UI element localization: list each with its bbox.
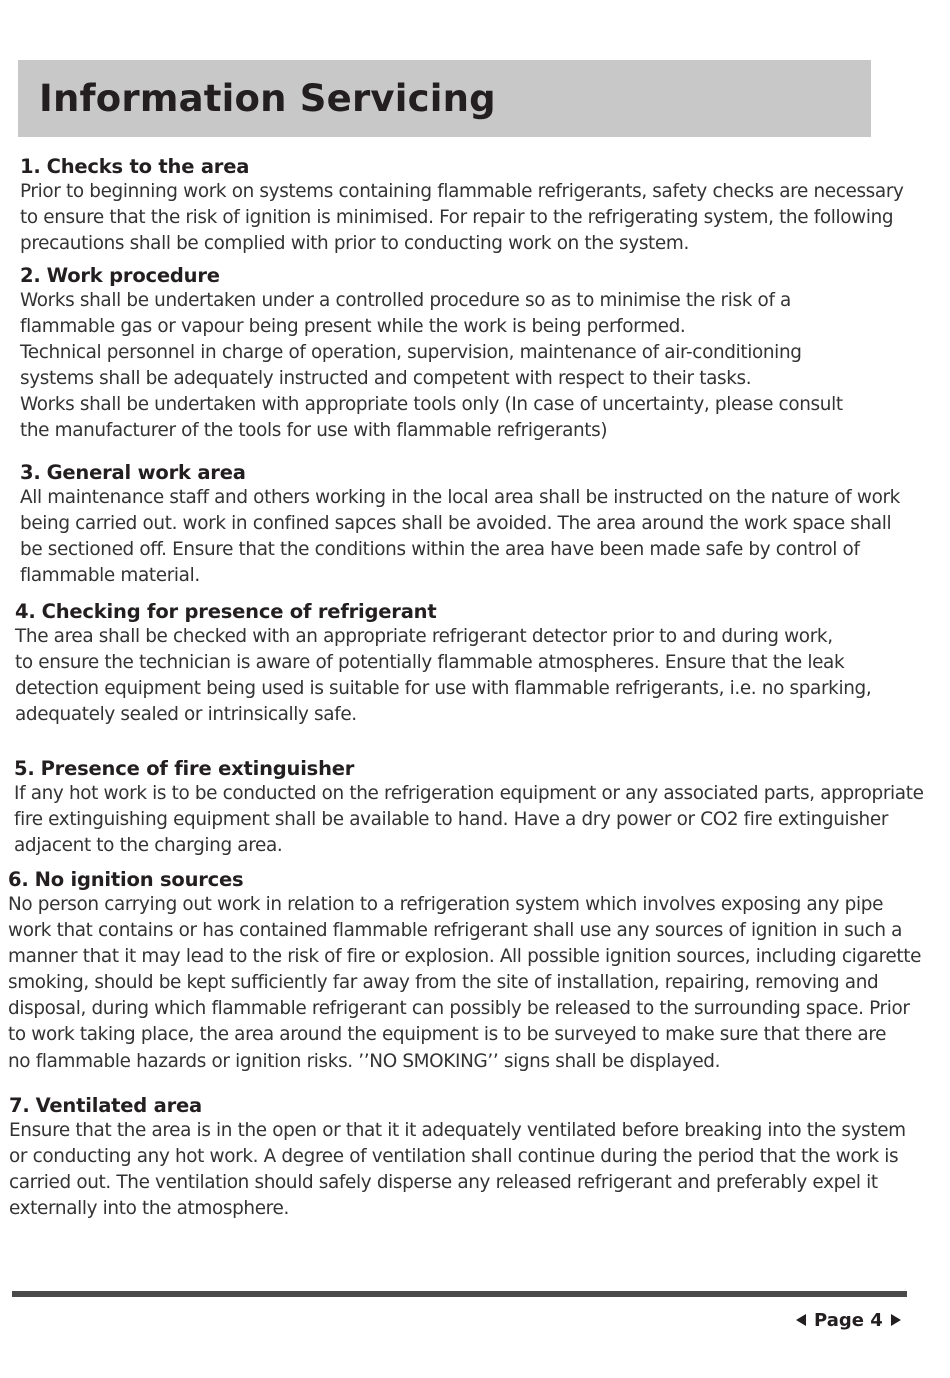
text-line: Ensure that the area is in the open or that it it adequately ventilated before breaking into the system	[9, 1120, 906, 1141]
section-body	[14, 781, 924, 859]
text-line: systems shall be adequately instructed and competent with respect to their tasks.	[20, 368, 752, 390]
section-number: 7.	[9, 1094, 30, 1117]
section-heading	[8, 868, 921, 892]
page-number: Page 4	[814, 1309, 883, 1331]
section-title: Ventilated area	[35, 1094, 203, 1117]
text-line: the manufacturer of the tools for use with flammable refrigerants)	[20, 420, 608, 442]
text-line: be sectioned off. Ensure that the conditions within the area have been made safe by control of	[20, 539, 860, 561]
triangle-right-icon	[891, 1314, 901, 1326]
text-line: detection equipment being used is suitable for use with flammable refrigerants, i.e. no sparking,	[15, 678, 872, 700]
section-body	[20, 179, 904, 257]
text-line: Works shall be undertaken with appropriate tools only (In case of uncertainty, please consult	[20, 394, 843, 416]
section-body	[9, 1118, 906, 1222]
text-line: flammable gas or vapour being present while the work is being performed.	[20, 316, 686, 338]
section-heading	[14, 757, 924, 781]
section-number: 3.	[20, 461, 41, 484]
text-line: carried out. The ventilation should safely disperse any released refrigerant and preferably expel it	[9, 1172, 878, 1194]
section-title: Checks to the area	[46, 155, 250, 178]
text-line: smoking, should be kept sufficiently far away from the site of installation, repairing, removing and	[8, 972, 879, 994]
section-general-work-area	[20, 461, 900, 589]
text-line: fire extinguishing equipment shall be available to hand. Have a dry power or CO2 fire extinguisher	[14, 809, 889, 831]
text-line: manner that it may lead to the risk of fire or explosion. All possible ignition sources, including cigarette	[8, 946, 922, 968]
text-line: Works shall be undertaken under a controlled procedure so as to minimise the risk of a	[20, 290, 791, 311]
section-number: 5.	[14, 757, 35, 780]
section-title: Presence of fire extinguisher	[40, 757, 355, 780]
section-body	[20, 485, 900, 589]
section-fire-extinguisher	[14, 757, 924, 859]
triangle-left-icon	[796, 1314, 806, 1326]
section-heading	[15, 600, 871, 624]
text-line: If any hot work is to be conducted on the refrigeration equipment or any associated parts, appropriate	[14, 783, 924, 804]
page-title: Information Servicing	[39, 77, 496, 120]
text-line: flammable material.	[20, 565, 200, 587]
section-no-ignition-sources	[8, 868, 921, 1075]
section-checks-to-the-area	[20, 155, 904, 257]
text-line: Prior to beginning work on systems containing flammable refrigerants, safety checks are necessary	[20, 181, 904, 202]
section-number: 1.	[20, 155, 41, 178]
section-title: Checking for presence of refrigerant	[41, 600, 437, 623]
text-line: precautions shall be complied with prior to conducting work on the system.	[20, 233, 689, 255]
section-body	[20, 288, 843, 445]
section-title: General work area	[46, 461, 246, 484]
section-body	[8, 892, 921, 1075]
section-number: 6.	[8, 868, 29, 891]
text-line: or conducting any hot work. A degree of ventilation shall continue during the period that the work is	[9, 1146, 899, 1168]
section-heading	[20, 461, 900, 485]
text-line: no flammable hazards or ignition risks. ’’NO SMOKING’’ signs shall be displayed.	[8, 1050, 721, 1072]
section-heading	[9, 1094, 906, 1118]
text-line: adjacent to the charging area.	[14, 835, 283, 857]
text-line: No person carrying out work in relation to a refrigeration system which involves exposing any pipe	[8, 894, 884, 915]
section-work-procedure	[20, 264, 843, 445]
text-line: to work taking place, the area around the equipment is to be surveyed to make sure that there are	[8, 1024, 887, 1046]
section-heading	[20, 155, 904, 179]
text-line: Technical personnel in charge of operation, supervision, maintenance of air-conditioning	[20, 342, 802, 364]
text-line: The area shall be checked with an appropriate refrigerant detector prior to and during work,	[15, 626, 833, 647]
text-line: externally into the atmosphere.	[9, 1198, 289, 1220]
text-line: work that contains or has contained flammable refrigerant shall use any sources of ignition in such a	[8, 920, 903, 942]
footer-divider	[12, 1291, 907, 1297]
text-line: to ensure the technician is aware of potentially flammable atmospheres. Ensure that the leak	[15, 652, 845, 674]
text-line: disposal, during which flammable refrigerant can possibly be released to the surrounding space. Prior	[8, 998, 910, 1020]
section-title: Work procedure	[46, 264, 220, 287]
text-line: being carried out. work in confined sapces shall be avoided. The area around the work space shall	[20, 513, 892, 535]
section-title: No ignition sources	[34, 868, 244, 891]
page-indicator	[796, 1308, 901, 1332]
section-body	[15, 624, 871, 728]
text-line: to ensure that the risk of ignition is minimised. For repair to the refrigerating system, the following	[20, 207, 894, 229]
section-number: 4.	[15, 600, 36, 623]
header-bar	[18, 60, 871, 137]
section-ventilated-area	[9, 1094, 906, 1222]
text-line: adequately sealed or intrinsically safe.	[15, 704, 357, 726]
text-line: All maintenance staff and others working in the local area shall be instructed on the nature of work	[20, 487, 900, 508]
section-checking-for-refrigerant	[15, 600, 871, 728]
section-number: 2.	[20, 264, 41, 287]
section-heading	[20, 264, 843, 288]
